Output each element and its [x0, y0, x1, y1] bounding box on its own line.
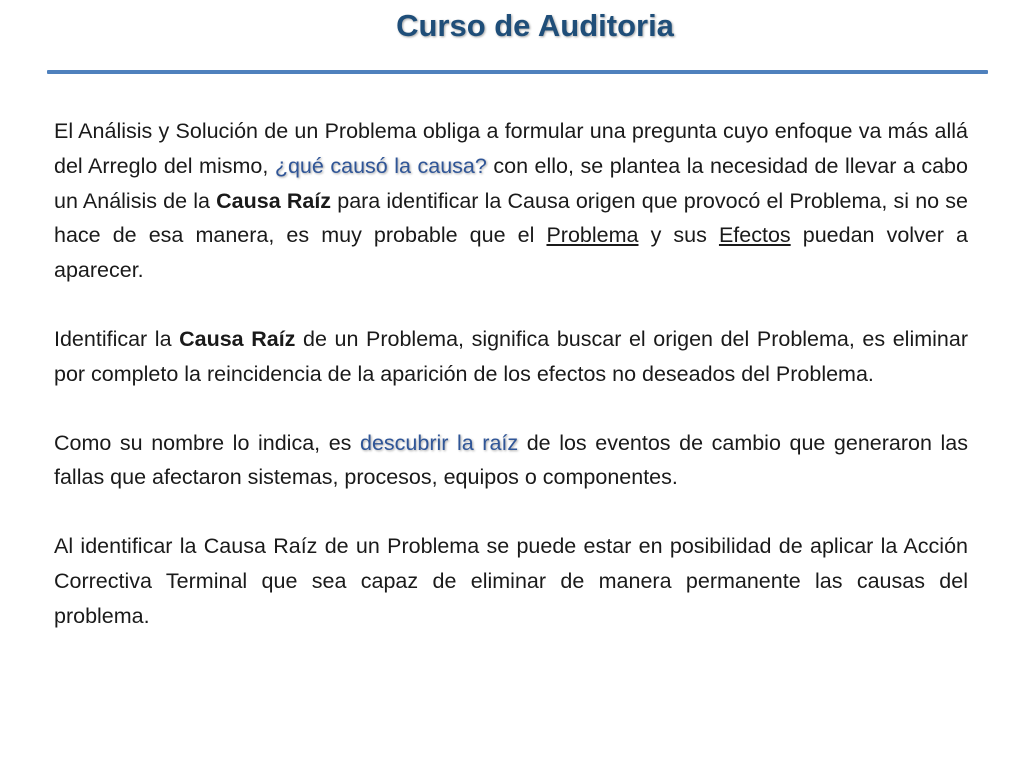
paragraph-1 [54, 114, 968, 288]
p1-underline-efectos: Efectos [718, 223, 791, 248]
paragraph-2 [54, 322, 968, 392]
p3-text-1: Como su nombre lo indica, es [54, 430, 360, 455]
p1-bold-causa-raiz: Causa Raíz [216, 188, 332, 213]
p1-text-3: para identificar la Causa origen que provocó el Problema, si no se hace de esa manera, es muy probable que el [54, 188, 969, 248]
p1-highlight-question: ¿qué causó la causa? [274, 153, 487, 178]
paragraph-4 [54, 529, 968, 633]
slide-title: Curso de Auditoria [396, 8, 674, 43]
paragraph-3 [54, 426, 968, 496]
p3-text-2: de los eventos de cambio que generaron las fallas que afectaron sistemas, procesos, equipos o componentes. [54, 430, 969, 490]
p4-text-1: Al identificar la Causa Raíz de un Problema se puede estar en posibilidad de aplicar la Acción Correctiva Terminal que sea capaz de eliminar de manera permanente las causas del problema. [54, 534, 968, 628]
p1-text-4: y sus [638, 223, 719, 248]
p3-highlight-descubrir: descubrir la raíz [359, 430, 519, 455]
p2-text-1: Identificar la [54, 326, 180, 351]
p2-text-2: de un Problema, significa buscar el origen del Problema, es eliminar por completo la reincidencia de la aparición de los efectos no deseados del Problema. [54, 326, 968, 386]
title-underline-rule [47, 70, 988, 74]
p1-text-5: puedan volver a aparecer. [54, 223, 968, 283]
p2-bold-causa-raiz: Causa Raíz [179, 326, 296, 351]
slide-body [54, 114, 968, 668]
p1-text-2: con ello, se plantea la necesidad de llevar a cabo un Análisis de la [54, 153, 968, 213]
p1-text-1: El Análisis y Solución de un Problema obliga a formular una pregunta cuyo enfoque va más allá del Arreglo del mismo, [54, 119, 968, 178]
p1-underline-problema: Problema [546, 223, 639, 248]
